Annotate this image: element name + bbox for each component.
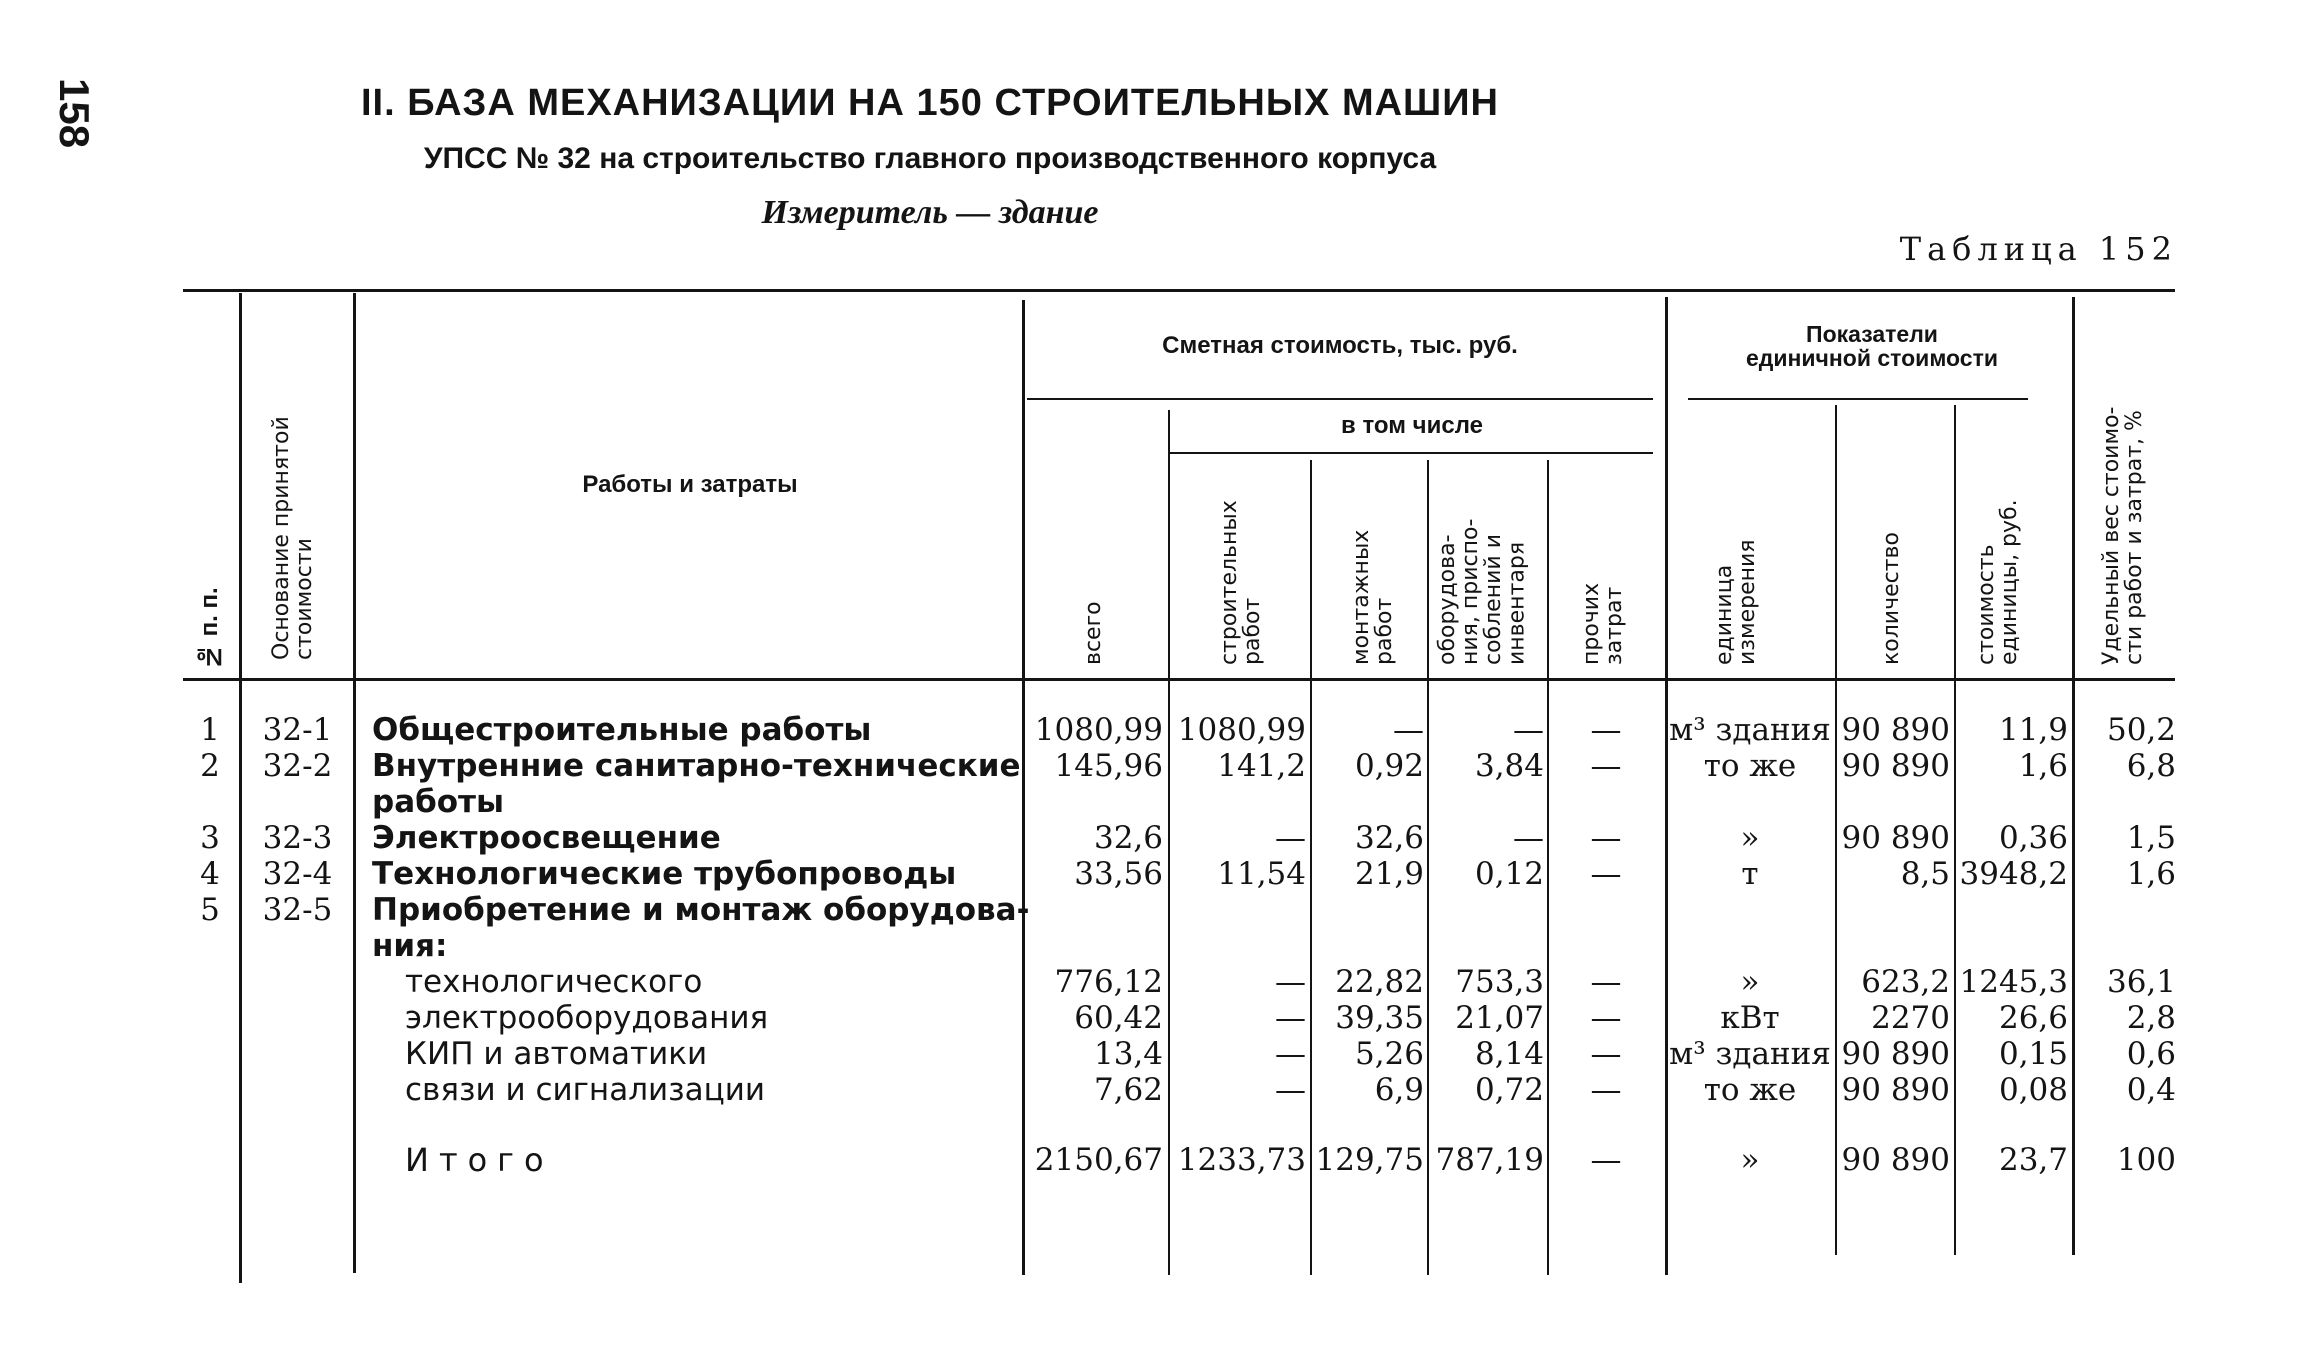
unit-cost-rule — [1688, 398, 2028, 400]
cell-share: 0,6 — [2126, 1036, 2176, 1072]
col-rule — [239, 293, 242, 1283]
table-top-rule — [183, 289, 2175, 292]
header-bottom-rule — [183, 678, 2175, 681]
cell-share: 36,1 — [2106, 964, 2176, 1000]
header-num: № п. п. — [196, 587, 223, 670]
header-including: в том числе — [1341, 412, 1483, 439]
cell-qty: 90 890 — [1841, 1072, 1950, 1108]
cell-price: 11,9 — [1998, 712, 2068, 748]
cell-other: — — [1590, 712, 1622, 748]
cell-constr: — — [1275, 1000, 1306, 1036]
estimated-cost-rule — [1027, 398, 1653, 400]
section-title: II. БАЗА МЕХАНИЗАЦИИ НА 150 СТРОИТЕЛЬНЫХ МАШИН — [360, 82, 1500, 124]
cell-equip: 3,84 — [1474, 748, 1544, 784]
cell-constr: — — [1275, 1036, 1306, 1072]
cell-equip: 753,3 — [1455, 964, 1544, 1000]
cell-install: 6,9 — [1374, 1072, 1424, 1108]
page-number: 158 — [51, 78, 98, 149]
cell-n: 2 — [200, 748, 220, 784]
cell-equip: 0,72 — [1474, 1072, 1544, 1108]
header-basis: Основание принятой стоимости — [269, 416, 318, 660]
cell-price: 0,08 — [1998, 1072, 2068, 1108]
measure-line: Измеритель — здание — [761, 194, 1099, 231]
cell-install: — — [1393, 712, 1424, 748]
cell-share: 1,5 — [2126, 820, 2176, 856]
cell-qty: 90 890 — [1841, 1036, 1950, 1072]
cell-constr: — — [1275, 820, 1306, 856]
cell-qty: 8,5 — [1900, 856, 1950, 892]
col-rule — [2072, 297, 2075, 1255]
cell-price: 1245,3 — [1959, 964, 2068, 1000]
cell-equip: 787,19 — [1435, 1142, 1544, 1178]
cell-code: 32-1 — [262, 712, 333, 748]
cell-code: 32-2 — [262, 748, 333, 784]
cell-price: 0,36 — [1998, 820, 2068, 856]
cell-share: 0,4 — [2126, 1072, 2176, 1108]
cell-other: — — [1590, 1072, 1622, 1108]
table-label: Таблица 152 — [1899, 230, 2178, 268]
cell-total: 145,96 — [1054, 748, 1163, 784]
cell-equip: 21,07 — [1455, 1000, 1544, 1036]
cell-install: 129,75 — [1315, 1142, 1424, 1178]
cell-unit: то же — [1703, 748, 1797, 784]
col-rule — [353, 293, 356, 1273]
cell-other: — — [1590, 820, 1622, 856]
cell-unit: кВт — [1720, 1000, 1780, 1036]
header-other: прочих затрат — [1579, 582, 1628, 665]
subtitle: УПСС № 32 на строительство главного производственного корпуса — [423, 142, 1437, 175]
cell-share: 2,8 — [2126, 1000, 2176, 1036]
cell-share: 50,2 — [2106, 712, 2176, 748]
header-estimated-cost: Сметная стоимость, тыс. руб. — [1162, 332, 1518, 359]
cell-other: — — [1590, 1000, 1622, 1036]
cell-total: 1080,99 — [1034, 712, 1163, 748]
header-unit: единица измерения — [1712, 539, 1761, 665]
col-rule — [1427, 460, 1429, 1275]
cell-equip: 0,12 — [1474, 856, 1544, 892]
cell-code: 32-5 — [262, 892, 333, 928]
cell-total: 7,62 — [1093, 1072, 1163, 1108]
col-rule — [1835, 405, 1837, 1255]
cell-constr: — — [1275, 964, 1306, 1000]
cell-other: — — [1590, 1142, 1622, 1178]
cell-constr: — — [1275, 1072, 1306, 1108]
cell-work: Общестроительные работы — [372, 712, 872, 748]
cell-total: 776,12 — [1054, 964, 1163, 1000]
cell-total: 13,4 — [1093, 1036, 1163, 1072]
header-equipment: оборудова- ния, приспо- соблений и инвентаря — [1435, 518, 1530, 665]
cell-qty: 90 890 — [1841, 820, 1950, 856]
cell-qty: 623,2 — [1861, 964, 1950, 1000]
cell-price: 1,6 — [2018, 748, 2068, 784]
cell-total: 32,6 — [1093, 820, 1163, 856]
cell-price: 26,6 — [1998, 1000, 2068, 1036]
including-rule — [1170, 452, 1653, 454]
cell-qty: 90 890 — [1841, 712, 1950, 748]
header-share: Удельный вес стоимо- сти работ и затрат, % — [2099, 406, 2148, 665]
cell-install: 32,6 — [1354, 820, 1424, 856]
cell-qty: 90 890 — [1841, 1142, 1950, 1178]
cell-n: 1 — [200, 712, 220, 748]
cell-qty: 90 890 — [1841, 748, 1950, 784]
cell-work-continued: работы — [372, 784, 505, 820]
cell-other: — — [1590, 964, 1622, 1000]
cell-unit: то же — [1703, 1072, 1797, 1108]
cell-share: 1,6 — [2126, 856, 2176, 892]
cell-total: 2150,67 — [1034, 1142, 1163, 1178]
cell-install: 22,82 — [1335, 964, 1424, 1000]
cell-share: 100 — [2116, 1142, 2176, 1178]
cell-n: 4 — [200, 856, 220, 892]
cell-install: 21,9 — [1354, 856, 1424, 892]
cell-price: 23,7 — [1998, 1142, 2068, 1178]
cell-other: — — [1590, 856, 1622, 892]
col-rule — [1665, 297, 1668, 1275]
header-works: Работы и затраты — [582, 471, 798, 498]
cell-work: Приобретение и монтаж оборудова- — [372, 892, 1030, 928]
header-quantity: количество — [1879, 532, 1904, 665]
cell-price: 3948,2 — [1959, 856, 2068, 892]
cell-work-continued: ния: — [372, 928, 448, 964]
cell-work: Технологические трубопроводы — [372, 856, 957, 892]
col-rule — [1022, 300, 1025, 1275]
cell-work: Внутренние санитарно-технические — [372, 748, 1021, 784]
cell-total: 33,56 — [1074, 856, 1163, 892]
cell-work: связи и сигнализации — [405, 1072, 766, 1108]
cell-work: Электроосвещение — [372, 820, 721, 856]
cell-share: 6,8 — [2126, 748, 2176, 784]
cell-work: электрооборудования — [405, 1000, 769, 1036]
cell-total: 60,42 — [1074, 1000, 1163, 1036]
cell-qty: 2270 — [1871, 1000, 1950, 1036]
cell-unit: » — [1740, 1142, 1760, 1178]
cell-install: 39,35 — [1335, 1000, 1424, 1036]
cell-equip: — — [1513, 820, 1544, 856]
cell-constr: 1233,73 — [1177, 1142, 1306, 1178]
cell-work: технологического — [405, 964, 703, 1000]
cell-n: 3 — [200, 820, 220, 856]
cell-equip: 8,14 — [1474, 1036, 1544, 1072]
cell-other: — — [1590, 748, 1622, 784]
cell-unit: » — [1740, 964, 1760, 1000]
cell-equip: — — [1513, 712, 1544, 748]
cell-n: 5 — [200, 892, 220, 928]
cell-constr: 1080,99 — [1177, 712, 1306, 748]
total-label: Итого — [405, 1141, 554, 1179]
cell-unit: м³ здания — [1669, 712, 1831, 748]
cell-work: КИП и автоматики — [405, 1036, 708, 1072]
cell-install: 0,92 — [1354, 748, 1424, 784]
header-unit-cost: Показатели единичной стоимости — [1746, 321, 1998, 372]
cell-code: 32-4 — [262, 856, 333, 892]
cell-unit: м³ здания — [1669, 1036, 1831, 1072]
cell-unit: » — [1740, 820, 1760, 856]
header-installation: монтажных работ — [1349, 529, 1398, 665]
cell-install: 5,26 — [1354, 1036, 1424, 1072]
cell-constr: 141,2 — [1217, 748, 1306, 784]
cell-unit: т — [1741, 856, 1759, 892]
header-construction: строительных работ — [1217, 500, 1266, 665]
col-rule — [1547, 460, 1549, 1275]
cell-price: 0,15 — [1998, 1036, 2068, 1072]
header-total: всего — [1081, 601, 1106, 665]
header-unit-price: стоимость единицы, руб. — [1974, 499, 2023, 665]
cell-other: — — [1590, 1036, 1622, 1072]
cell-constr: 11,54 — [1217, 856, 1306, 892]
col-rule — [1168, 410, 1170, 1275]
cell-code: 32-3 — [262, 820, 333, 856]
